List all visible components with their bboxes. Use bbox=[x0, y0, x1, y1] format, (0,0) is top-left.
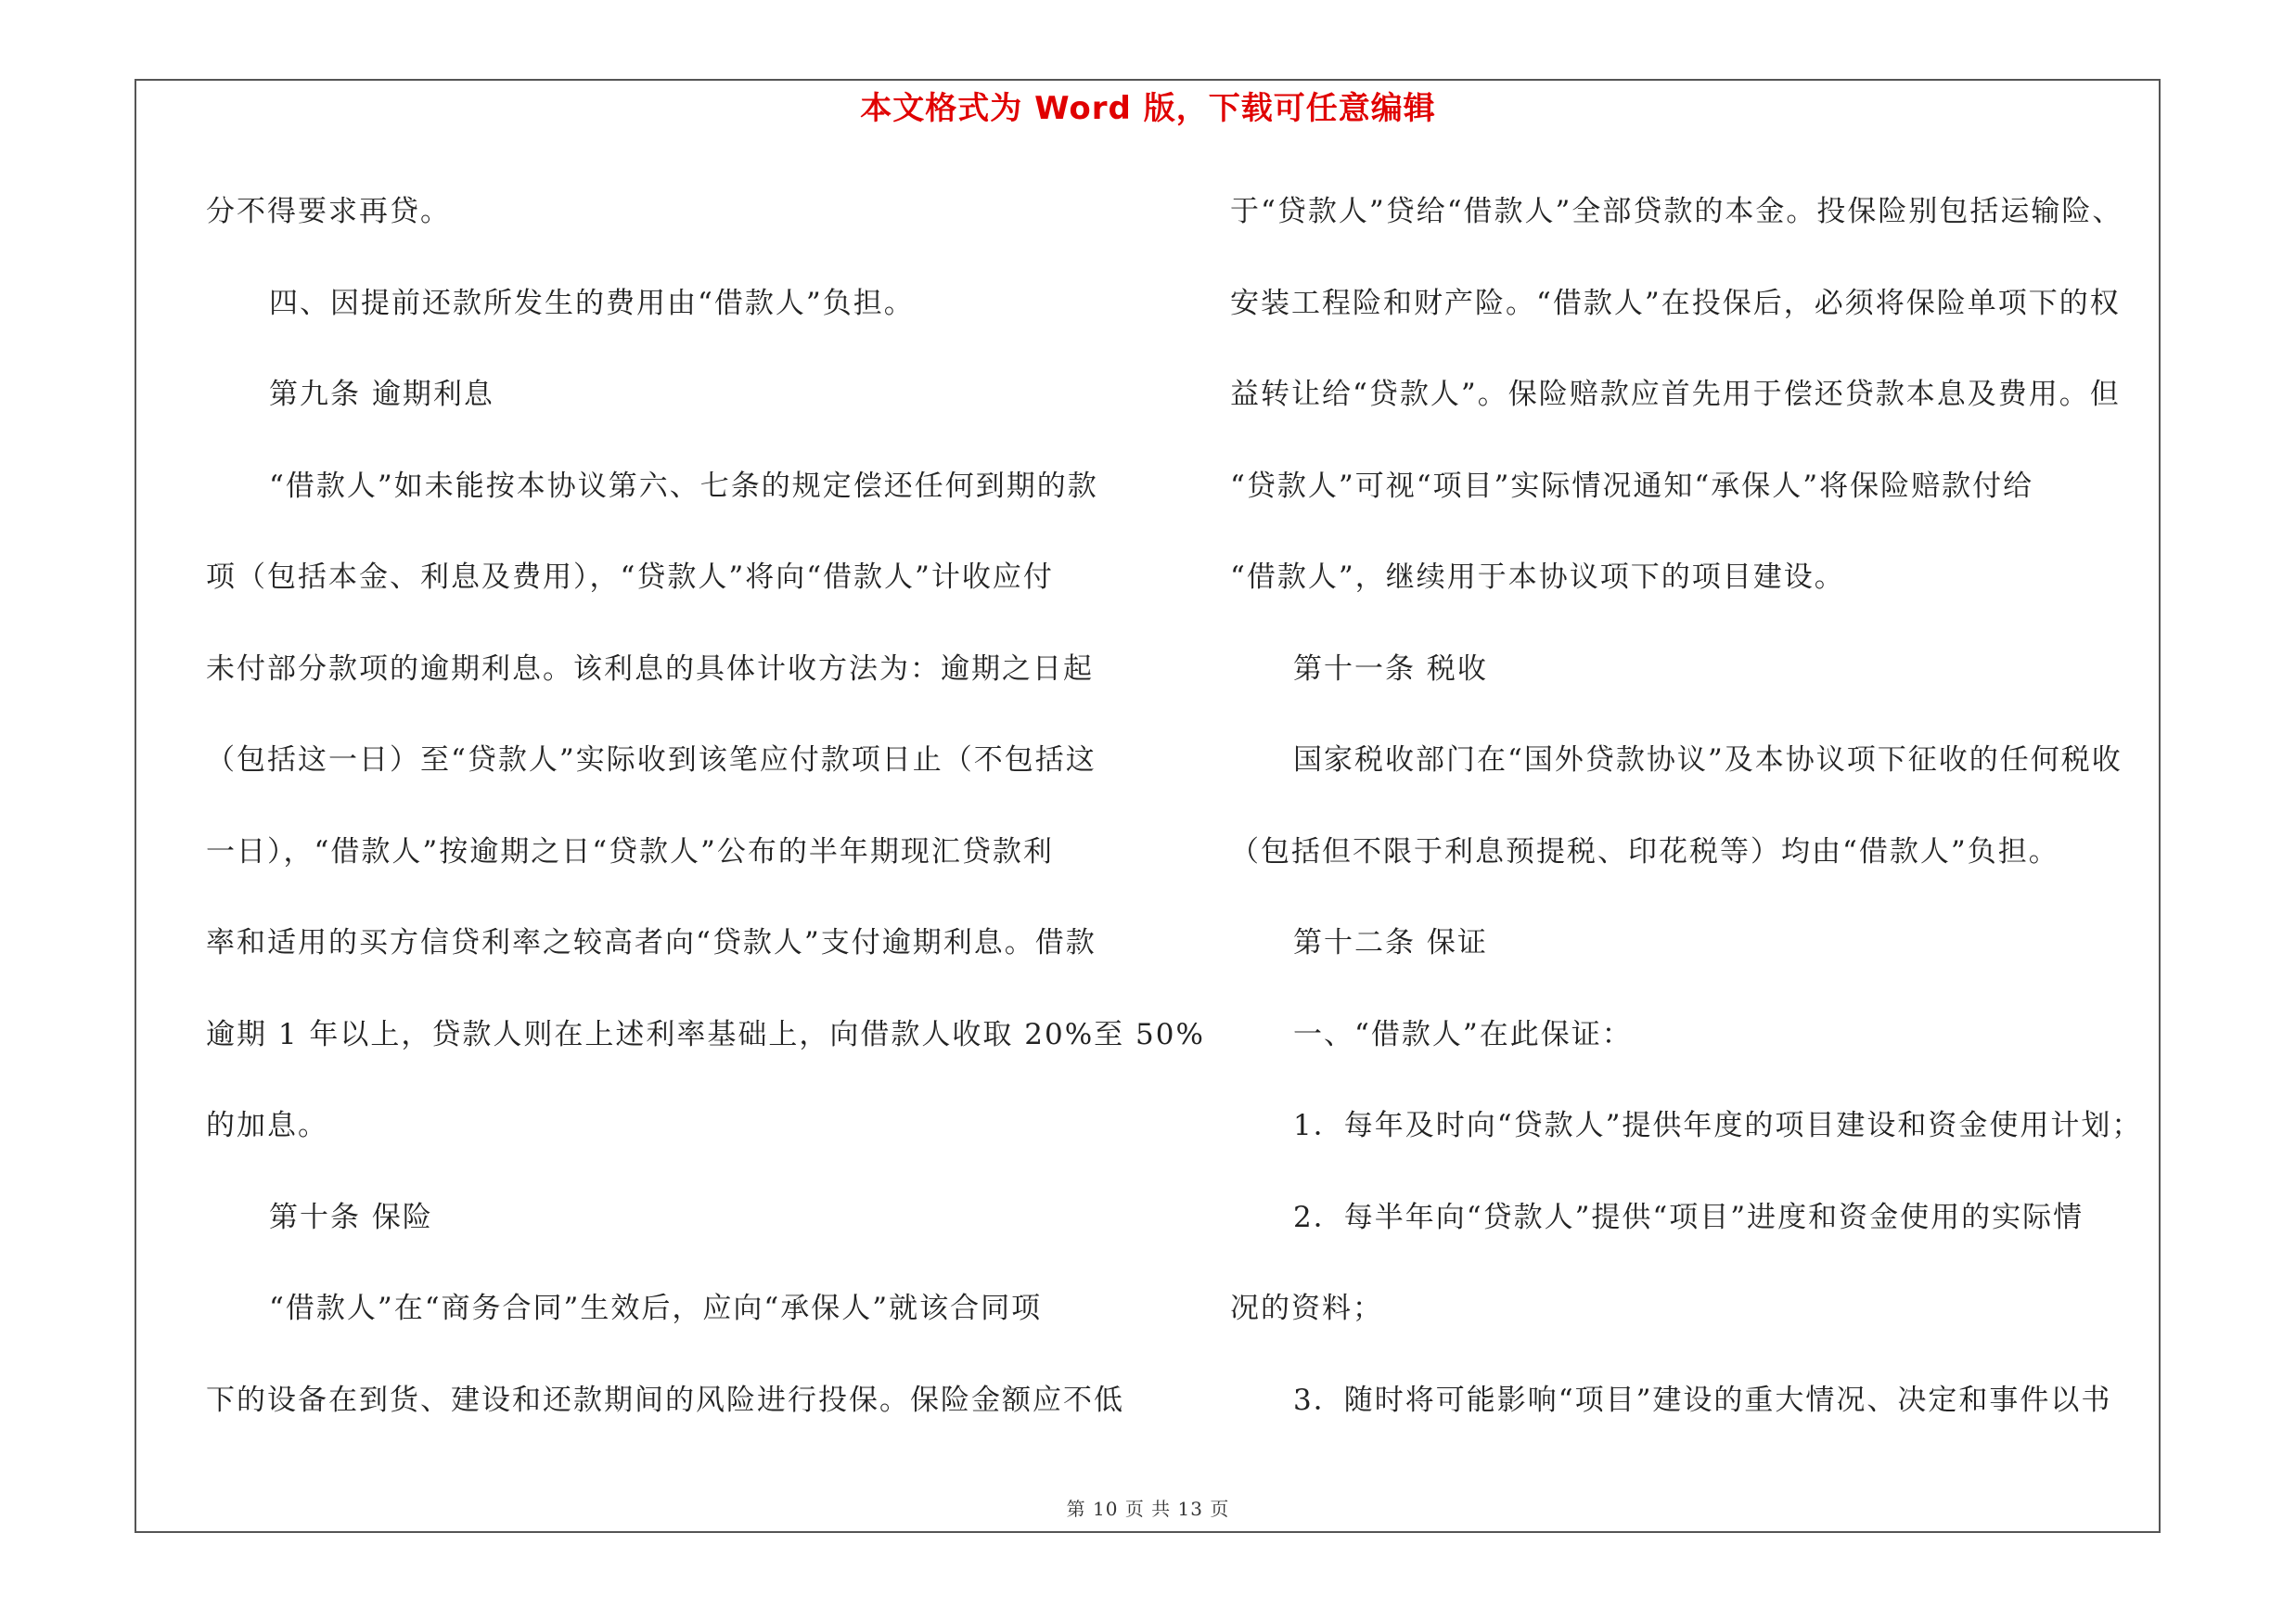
text-line: 安装工程险和财产险。“借款人”在投保后，必须将保险单项下的权 bbox=[1230, 286, 2121, 320]
section-heading: 第十一条 税收 bbox=[1293, 651, 1488, 686]
section-heading: 第十条 保险 bbox=[269, 1200, 433, 1234]
text-line: 率和适用的买方信贷利率之较高者向“贷款人”支付逾期利息。借款 bbox=[206, 926, 1097, 960]
text-line: 况的资料； bbox=[1230, 1292, 1383, 1325]
text-line: 逾期 1 年以上，贷款人则在上述利率基础上，向借款人收取 20%至 50% bbox=[206, 1017, 1205, 1051]
text-line: 分不得要求再贷。 bbox=[206, 195, 451, 228]
right-column bbox=[1230, 184, 2153, 1463]
text-line: （包括但不限于利息预提税、印花税等）均由“借款人”负担。 bbox=[1230, 834, 2059, 869]
section-heading: 第十二条 保证 bbox=[1293, 926, 1488, 960]
text-line: “借款人”在“商务合同”生效后，应向“承保人”就该合同项 bbox=[269, 1292, 1043, 1325]
page-number: 第 10 页 共 13 页 bbox=[1066, 1498, 1230, 1520]
list-item: 1．每年及时向“贷款人”提供年度的项目建设和资金使用计划； bbox=[1293, 1109, 2143, 1142]
section-heading: 第九条 逾期利息 bbox=[269, 378, 494, 411]
text-line: 四、因提前还款所发生的费用由“借款人”负担。 bbox=[269, 286, 915, 320]
text-line: “贷款人”可视“项目”实际情况通知“承保人”将保险赔款付给 bbox=[1230, 469, 2034, 503]
text-line: “借款人”，继续用于本协议项下的项目建设。 bbox=[1230, 560, 1845, 594]
format-banner: 本文格式为 Word 版，下载可任意编辑 bbox=[860, 90, 1436, 127]
text-line: 未付部分款项的逾期利息。该利息的具体计收方法为：逾期之日起 bbox=[206, 651, 1094, 686]
text-line: 一、“借款人”在此保证： bbox=[1293, 1017, 1633, 1051]
text-line: “借款人”如未能按本协议第六、七条的规定偿还任何到期的款 bbox=[269, 469, 1098, 503]
list-item: 3．随时将可能影响“项目”建设的重大情况、决定和事件以书 bbox=[1293, 1383, 2112, 1417]
text-line: 下的设备在到货、建设和还款期间的风险进行投保。保险金额应不低 bbox=[206, 1383, 1124, 1417]
text-line: 的加息。 bbox=[206, 1109, 328, 1142]
list-item: 2．每半年向“贷款人”提供“项目”进度和资金使用的实际情 bbox=[1293, 1200, 2084, 1234]
left-column bbox=[206, 184, 1205, 1463]
text-line: （包括这一日）至“贷款人”实际收到该笔应付款项日止（不包括这 bbox=[206, 743, 1097, 777]
text-line: 国家税收部门在“国外贷款协议”及本协议项下征收的任何税收 bbox=[1293, 743, 2123, 777]
text-line: 于“贷款人”贷给“借款人”全部贷款的本金。投保险别包括运输险、 bbox=[1230, 195, 2123, 228]
text-line: 益转让给“贷款人”。保险赔款应首先用于偿还贷款本息及费用。但 bbox=[1230, 378, 2121, 411]
text-line: 项（包括本金、利息及费用），“贷款人”将向“借款人”计收应付 bbox=[206, 560, 1054, 594]
text-line: 一日），“借款人”按逾期之日“贷款人”公布的半年期现汇贷款利 bbox=[206, 834, 1054, 869]
